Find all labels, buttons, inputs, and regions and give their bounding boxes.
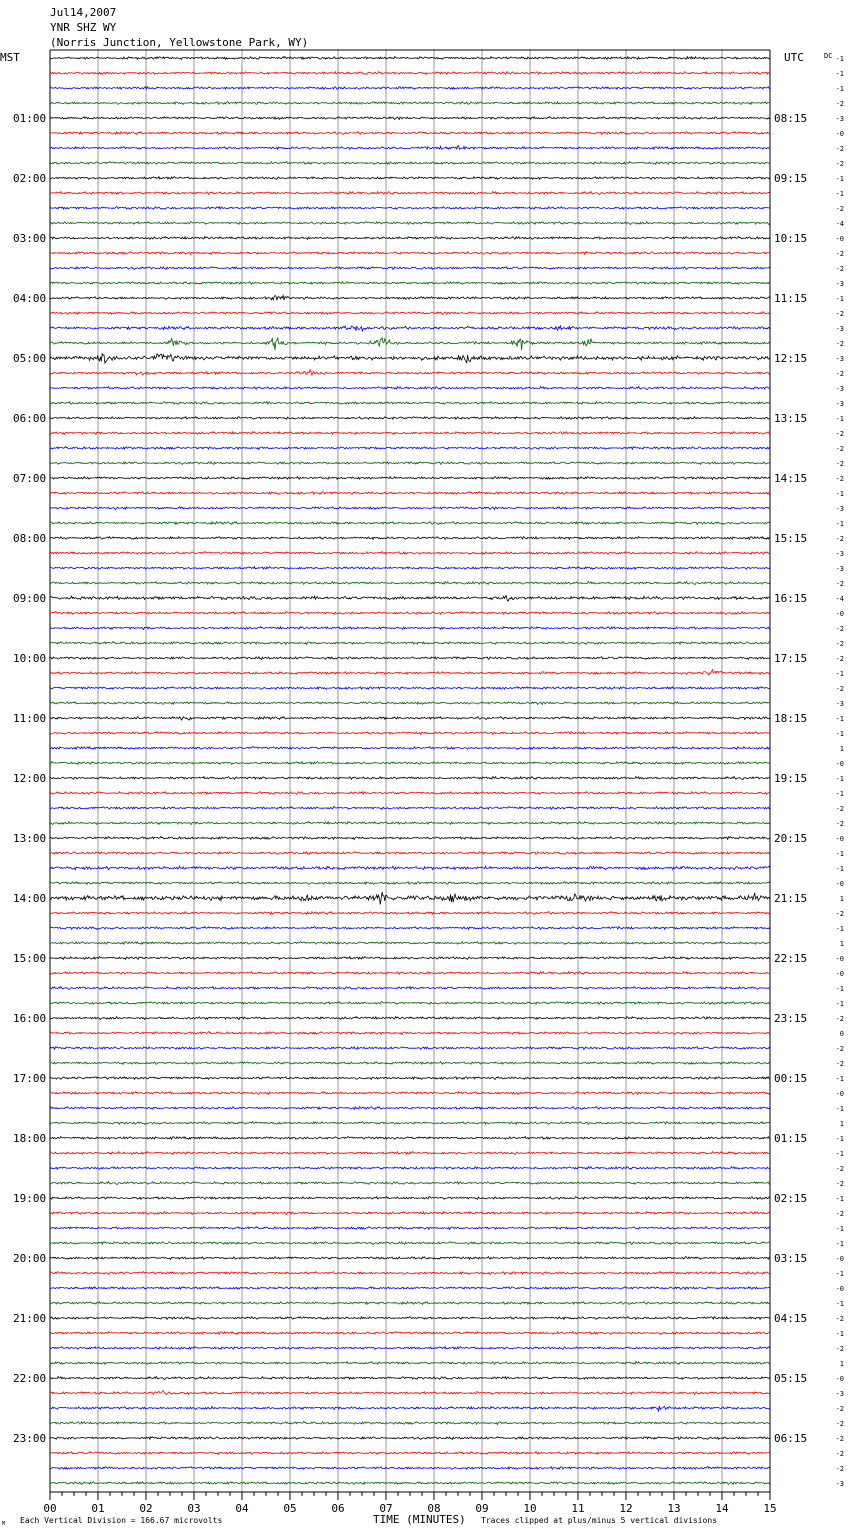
- trace-line: [50, 1406, 770, 1411]
- trace-line: [50, 1317, 770, 1320]
- dc-offset-label: -2: [835, 1165, 844, 1173]
- trace-line: [50, 627, 770, 630]
- mst-hour-label: 06:00: [13, 412, 47, 425]
- mst-hour-label: 22:00: [13, 1372, 47, 1385]
- dc-offset-label: -1: [835, 925, 844, 933]
- dc-offset-label: -0: [835, 235, 844, 243]
- trace-line: [50, 162, 770, 165]
- trace-line: [50, 582, 770, 585]
- trace-line: [50, 762, 770, 765]
- dc-offset-label: -2: [835, 655, 844, 663]
- trace-line: [50, 792, 770, 795]
- trace-line: [50, 432, 770, 435]
- trace-line: [50, 612, 770, 615]
- trace-line: [50, 642, 770, 645]
- trace-line: [50, 417, 770, 420]
- trace-line: [50, 1077, 770, 1080]
- dc-offset-label: -1: [835, 1300, 844, 1308]
- dc-offset-label: -1: [835, 775, 844, 783]
- dc-offset-label: -2: [835, 1420, 844, 1428]
- trace-line: [50, 1272, 770, 1275]
- utc-hour-label: 08:15: [774, 112, 808, 125]
- dc-offset-label: -3: [835, 280, 844, 288]
- dc-offset-label: -2: [835, 1435, 844, 1443]
- dc-offset-label: -3: [835, 385, 844, 393]
- dc-offset-label: -2: [835, 1060, 844, 1068]
- trace-line: [50, 57, 770, 60]
- dc-offset-label: -1: [835, 520, 844, 528]
- dc-offset-label: -1: [835, 175, 844, 183]
- dc-offset-label: -0: [835, 1255, 844, 1263]
- utc-hour-label: 17:15: [774, 652, 808, 665]
- utc-hour-label: 09:15: [774, 172, 808, 185]
- trace-line: [50, 1452, 770, 1455]
- x-tick-label: 09: [475, 1502, 489, 1515]
- x-tick-label: 08: [427, 1502, 441, 1515]
- dc-offset-label: -1: [835, 490, 844, 498]
- header-location: (Norris Junction, Yellowstone Park, WY): [50, 36, 309, 49]
- dc-offset-label: -1: [835, 1105, 844, 1113]
- trace-line: [50, 537, 770, 540]
- trace-line: [50, 1137, 770, 1140]
- dc-offset-label: -2: [835, 445, 844, 453]
- utc-hour-label: 02:15: [774, 1192, 808, 1205]
- dc-offset-labels: [836, 55, 844, 1488]
- dc-offset-label: -0: [835, 970, 844, 978]
- mst-hour-label: 15:00: [13, 952, 47, 965]
- dc-offset-label: -1: [835, 190, 844, 198]
- trace-line: [50, 1002, 770, 1005]
- x-tick-label: 14: [715, 1502, 729, 1515]
- dc-offset-label: -2: [835, 1450, 844, 1458]
- trace-line: [50, 1377, 770, 1380]
- mst-hour-label: 19:00: [13, 1192, 47, 1205]
- trace-line: [50, 987, 770, 990]
- mst-hour-label: 13:00: [13, 832, 47, 845]
- trace-line: [50, 402, 770, 405]
- trace-line: [50, 717, 770, 721]
- dc-offset-label: -3: [835, 700, 844, 708]
- minute-gridlines: [50, 50, 770, 1492]
- trace-line: [50, 942, 770, 945]
- trace-line: [50, 507, 770, 510]
- utc-hour-label: 00:15: [774, 1072, 808, 1085]
- trace-line: [50, 957, 770, 960]
- mst-hour-label: 20:00: [13, 1252, 47, 1265]
- dc-offset-label: -2: [835, 250, 844, 258]
- utc-hour-label: 05:15: [774, 1372, 808, 1385]
- dc-offset-label: -1: [835, 715, 844, 723]
- footer: [2, 1513, 717, 1527]
- x-tick-label: 06: [331, 1502, 345, 1515]
- trace-line: [50, 837, 770, 840]
- dc-offset-label: -2: [835, 475, 844, 483]
- dc-offset-label: -2: [835, 460, 844, 468]
- utc-hour-label: 13:15: [774, 412, 808, 425]
- trace-line: [50, 1107, 770, 1110]
- trace-line: [50, 1242, 770, 1245]
- dc-offset-label: -2: [835, 535, 844, 543]
- trace-line: [50, 1152, 770, 1155]
- trace-line: [50, 1332, 770, 1335]
- mst-hour-label: 01:00: [13, 112, 47, 125]
- trace-line: [50, 354, 770, 364]
- dc-offset-label: -2: [835, 205, 844, 213]
- dc-offset-label: -1: [835, 55, 844, 63]
- dc-offset-label: -2: [835, 430, 844, 438]
- dc-offset-label: -1: [835, 1150, 844, 1158]
- dc-offset-label: -1: [835, 670, 844, 678]
- dc-offset-label: -0: [835, 955, 844, 963]
- trace-line: [50, 1422, 770, 1425]
- dc-offset-label: -3: [835, 1480, 844, 1488]
- trace-line: [50, 1017, 770, 1020]
- dc-offset-label: -1: [835, 790, 844, 798]
- x-tick-label: 12: [619, 1502, 633, 1515]
- trace-line: [50, 370, 770, 376]
- mst-hour-label: 10:00: [13, 652, 47, 665]
- trace-line: [50, 552, 770, 555]
- dc-offset-label: -2: [835, 1315, 844, 1323]
- trace-line: [50, 670, 770, 675]
- dc-offset-label: -0: [835, 610, 844, 618]
- trace-line: [50, 1212, 770, 1215]
- dc-offset-label: 1: [839, 940, 844, 948]
- mst-hour-label: 14:00: [13, 892, 47, 905]
- x-tick-label: 10: [523, 1502, 537, 1515]
- dc-offset-label: -2: [835, 580, 844, 588]
- trace-line: [50, 1092, 770, 1095]
- dc-offset-label: -2: [835, 340, 844, 348]
- dc-offset-label: -2: [835, 1210, 844, 1218]
- dc-offset-label: -3: [835, 355, 844, 363]
- dc-offset-label: -1: [835, 1000, 844, 1008]
- trace-line: [50, 252, 770, 255]
- trace-line: [50, 1391, 770, 1395]
- utc-hour-label: 14:15: [774, 472, 808, 485]
- dc-offset-label: -2: [835, 1015, 844, 1023]
- utc-hour-label: 01:15: [774, 1132, 808, 1145]
- mst-hour-label: 03:00: [13, 232, 47, 245]
- dc-offset-label: -0: [835, 760, 844, 768]
- dc-offset-label: -1: [835, 1075, 844, 1083]
- corner-mark: M: [2, 1521, 6, 1527]
- trace-line: [50, 866, 770, 870]
- dc-offset-label: -2: [835, 160, 844, 168]
- utc-hour-label: 21:15: [774, 892, 808, 905]
- mst-hour-label: 16:00: [13, 1012, 47, 1025]
- x-tick-label: 01: [91, 1502, 105, 1515]
- trace-line: [50, 447, 770, 450]
- trace-line: [50, 702, 770, 705]
- trace-line: [50, 657, 770, 660]
- trace-line: [50, 1482, 770, 1485]
- trace-line: [50, 1287, 770, 1290]
- utc-hour-label: 15:15: [774, 532, 808, 545]
- dc-offset-label: 1: [839, 895, 844, 903]
- mst-hour-label: 05:00: [13, 352, 47, 365]
- trace-line: [50, 312, 770, 315]
- dc-offset-label: -0: [835, 1375, 844, 1383]
- mst-hour-label: 04:00: [13, 292, 47, 305]
- dc-offset-label: -2: [835, 265, 844, 273]
- header-block: [0, 6, 832, 64]
- trace-line: [50, 177, 770, 180]
- dc-label: DC: [824, 52, 833, 60]
- trace-line: [50, 267, 770, 270]
- mst-hour-label: 17:00: [13, 1072, 47, 1085]
- dc-offset-label: -2: [835, 640, 844, 648]
- dc-offset-label: -4: [835, 220, 844, 228]
- trace-line: [50, 777, 770, 780]
- mst-hour-label: 08:00: [13, 532, 47, 545]
- dc-offset-label: 1: [839, 1360, 844, 1368]
- dc-offset-label: -1: [835, 1240, 844, 1248]
- mst-hour-label: 21:00: [13, 1312, 47, 1325]
- trace-line: [50, 492, 770, 495]
- trace-line: [50, 687, 770, 690]
- dc-offset-label: -1: [835, 1195, 844, 1203]
- dc-offset-label: -3: [835, 115, 844, 123]
- dc-offset-label: -4: [835, 595, 844, 603]
- utc-hour-label: 19:15: [774, 772, 808, 785]
- trace-line: [50, 747, 770, 750]
- trace-line: [50, 1047, 770, 1050]
- dc-offset-label: -1: [835, 1330, 844, 1338]
- trace-line: [50, 522, 770, 525]
- trace-line: [50, 387, 770, 390]
- trace-line: [50, 1167, 770, 1170]
- mst-hour-label: 02:00: [13, 172, 47, 185]
- header-date: Jul14,2007: [50, 6, 117, 19]
- x-tick-label: 05: [283, 1502, 297, 1515]
- dc-offset-label: -1: [835, 865, 844, 873]
- x-tick-label: 03: [187, 1502, 201, 1515]
- dc-offset-label: -2: [835, 100, 844, 108]
- mst-hour-label: 07:00: [13, 472, 47, 485]
- x-axis-label: TIME (MINUTES): [373, 1513, 466, 1526]
- dc-offset-label: -1: [835, 70, 844, 78]
- dc-offset-label: -1: [835, 1270, 844, 1278]
- trace-line: [50, 1032, 770, 1035]
- utc-hour-label: 20:15: [774, 832, 808, 845]
- trace-line: [50, 1467, 770, 1470]
- dc-offset-label: -1: [835, 1225, 844, 1233]
- dc-offset-label: -1: [835, 850, 844, 858]
- utc-hour-label: 12:15: [774, 352, 808, 365]
- dc-offset-label: -2: [835, 310, 844, 318]
- trace-line: [50, 222, 770, 225]
- trace-line: [50, 1122, 770, 1125]
- trace-line: [50, 1302, 770, 1305]
- x-tick-label: 00: [43, 1502, 57, 1515]
- trace-line: [50, 732, 770, 735]
- trace-line: [50, 462, 770, 465]
- x-tick-label: 13: [667, 1502, 681, 1515]
- x-tick-label: 11: [571, 1502, 585, 1515]
- dc-offset-label: -0: [835, 1090, 844, 1098]
- dc-offset-label: -2: [835, 1465, 844, 1473]
- dc-offset-label: -2: [835, 145, 844, 153]
- dc-offset-label: -2: [835, 1180, 844, 1188]
- trace-line: [50, 1437, 770, 1440]
- header-station: YNR SHZ WY: [50, 21, 117, 34]
- x-tick-label: 04: [235, 1502, 249, 1515]
- x-tick-label: 02: [139, 1502, 153, 1515]
- dc-offset-label: -2: [835, 1045, 844, 1053]
- trace-line: [50, 1182, 770, 1185]
- mst-hour-label: 18:00: [13, 1132, 47, 1145]
- dc-offset-label: -3: [835, 400, 844, 408]
- dc-offset-label: -2: [835, 820, 844, 828]
- dc-offset-label: -0: [835, 835, 844, 843]
- utc-hour-label: 16:15: [774, 592, 808, 605]
- dc-offset-label: -1: [835, 415, 844, 423]
- trace-line: [50, 1362, 770, 1365]
- trace-line: [50, 927, 770, 930]
- utc-hour-label: 10:15: [774, 232, 808, 245]
- utc-hour-labels: [774, 112, 807, 1445]
- trace-line: [50, 146, 770, 150]
- dc-offset-label: -0: [835, 130, 844, 138]
- dc-offset-label: -1: [835, 1135, 844, 1143]
- utc-hour-label: 22:15: [774, 952, 808, 965]
- dc-offset-label: -2: [835, 625, 844, 633]
- dc-offset-label: 1: [839, 1120, 844, 1128]
- dc-offset-label: -3: [835, 550, 844, 558]
- trace-line: [50, 912, 770, 915]
- utc-hour-label: 11:15: [774, 292, 808, 305]
- trace-line: [50, 477, 770, 480]
- dc-offset-label: -3: [835, 505, 844, 513]
- dc-offset-label: 1: [839, 745, 844, 753]
- x-tick-label: 15: [763, 1502, 777, 1515]
- trace-line: [50, 972, 770, 975]
- mst-hour-label: 23:00: [13, 1432, 47, 1445]
- trace-line: [50, 132, 770, 135]
- x-tick-label: 07: [379, 1502, 393, 1515]
- trace-line: [50, 1347, 770, 1350]
- trace-line: [50, 892, 770, 904]
- trace-line: [50, 326, 770, 331]
- trace-line: [50, 237, 770, 240]
- dc-offset-label: -0: [835, 880, 844, 888]
- mst-hour-label: 09:00: [13, 592, 47, 605]
- trace-line: [50, 567, 770, 570]
- trace-line: [50, 1062, 770, 1065]
- trace-line: [50, 807, 770, 810]
- seismic-traces: [50, 57, 770, 1485]
- trace-line: [50, 87, 770, 90]
- trace-line: [50, 192, 770, 195]
- dc-offset-label: -2: [835, 910, 844, 918]
- utc-hour-label: 06:15: [774, 1432, 808, 1445]
- left-zone-label: MST: [0, 51, 20, 64]
- dc-offset-label: 0: [839, 1030, 844, 1038]
- right-zone-label: UTC: [784, 51, 804, 64]
- dc-offset-label: -3: [835, 1390, 844, 1398]
- trace-line: [50, 882, 770, 885]
- dc-offset-label: -1: [835, 85, 844, 93]
- trace-line: [50, 1257, 770, 1260]
- utc-hour-label: 18:15: [774, 712, 808, 725]
- trace-line: [50, 852, 770, 855]
- time-axis: [43, 1492, 776, 1515]
- dc-offset-label: -2: [835, 1345, 844, 1353]
- trace-line: [50, 822, 770, 825]
- dc-offset-label: -2: [835, 370, 844, 378]
- utc-hour-label: 03:15: [774, 1252, 808, 1265]
- trace-line: [50, 1227, 770, 1230]
- trace-line: [50, 295, 770, 300]
- dc-offset-label: -1: [835, 985, 844, 993]
- dc-offset-label: -3: [835, 565, 844, 573]
- clip-note: Traces clipped at plus/minus 5 vertical divisions: [481, 1516, 718, 1525]
- trace-line: [50, 117, 770, 120]
- trace-line: [50, 338, 770, 351]
- dc-offset-label: -1: [835, 295, 844, 303]
- dc-offset-label: -1: [835, 730, 844, 738]
- dc-offset-label: -2: [835, 1405, 844, 1413]
- trace-line: [50, 282, 770, 285]
- trace-line: [50, 72, 770, 75]
- mst-hour-label: 11:00: [13, 712, 47, 725]
- trace-line: [50, 102, 770, 105]
- dc-offset-label: -2: [835, 805, 844, 813]
- utc-hour-label: 04:15: [774, 1312, 808, 1325]
- dc-offset-label: -0: [835, 1285, 844, 1293]
- scale-note: Each Vertical Division = 166.67 microvolts: [20, 1516, 223, 1525]
- mst-hour-label: 12:00: [13, 772, 47, 785]
- utc-hour-label: 23:15: [774, 1012, 808, 1025]
- trace-line: [50, 1197, 770, 1200]
- trace-line: [50, 596, 770, 602]
- trace-line: [50, 207, 770, 210]
- mst-hour-labels: [13, 112, 46, 1445]
- dc-offset-label: -3: [835, 325, 844, 333]
- dc-offset-label: -2: [835, 685, 844, 693]
